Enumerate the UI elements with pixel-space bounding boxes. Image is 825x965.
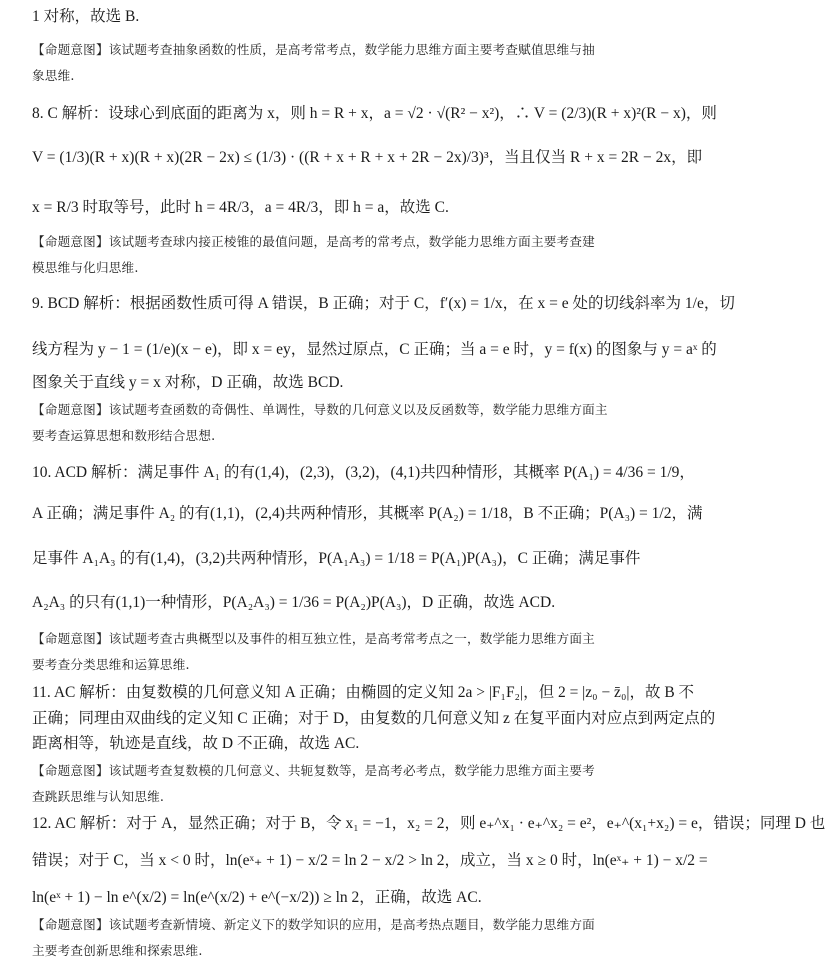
solution-line-q11: 距离相等，轨迹是直线，故 D 不正确，故选 AC. <box>32 735 360 752</box>
intent-line: 主要考查创新思维和探索思维. <box>32 943 203 958</box>
intent-line: 要考查运算思想和数形结合思想. <box>32 428 216 443</box>
solution-line-q9: 9. BCD 解析：根据函数性质可得 A 错误，B 正确；对于 C，f′(x) = 1/x，在 x = e 处的切线斜率为 1/e，切 <box>32 295 735 312</box>
intent-line: 【命题意图】该试题考查复数模的几何意义、共轭复数等，是高考必考点，数学能力思维方面主要考 <box>32 763 595 778</box>
solution-line-q8: x = R/3 时取等号，此时 h = 4R/3，a = 4R/3，即 h = a，故选 C. <box>32 199 449 216</box>
intent-line: 【命题意图】该试题考查抽象函数的性质，是高考常考点，数学能力思维方面主要考查赋值思维与抽 <box>32 42 595 57</box>
solution-line-q8: V = (1/3)(R + x)(R + x)(2R − 2x) ≤ (1/3) · ((R + x + R + x + 2R − 2x)/3)³，当且仅当 R + x = 2R − 2x，即 <box>32 149 703 166</box>
solution-line-q12: 12. AC 解析：对于 A，显然正确；对于 B，令 x₁ = −1，x₂ = 2，则 e₊^x₁ · e₊^x₂ = e²，e₊^(x₁+x₂) = e，错误；同理 D 也 <box>32 815 825 832</box>
solution-line-q10: A₂A₃ 的只有(1,1)一种情形，P(A₂A₃) = 1/36 = P(A₂)P(A₃)，D 正确，故选 ACD. <box>32 594 556 611</box>
intent-line: 象思维. <box>32 68 75 83</box>
intent-line: 【命题意图】该试题考查函数的奇偶性、单调性，导数的几何意义以及反函数等，数学能力思维方面主 <box>32 402 608 417</box>
solution-line-q12: 错误；对于 C，当 x < 0 时，ln(eˣ₊ + 1) − x/2 = ln 2 − x/2 > ln 2，成立，当 x ≥ 0 时，ln(eˣ₊ + 1) − x/2 = <box>32 852 708 869</box>
solution-line-q9: 图象关于直线 y = x 对称，D 正确，故选 BCD. <box>32 374 344 391</box>
solution-line-q11: 正确；同理由双曲线的定义知 C 正确；对于 D，由复数的几何意义知 z 在复平面内对应点到两定点的 <box>32 710 716 727</box>
solution-line-q10: 10. ACD 解析：满足事件 A₁ 的有(1,4)，(2,3)，(3,2)，(4,1)共四种情形，其概率 P(A₁) = 4/36 = 1/9， <box>32 464 695 481</box>
intent-line: 查跳跃思维与认知思维. <box>32 789 165 804</box>
intent-line: 【命题意图】该试题考查球内接正棱锥的最值问题，是高考的常考点，数学能力思维方面主要考查建 <box>32 234 595 249</box>
text-line: 1 对称，故选 B. <box>32 8 140 25</box>
solution-line-q10: A 正确；满足事件 A₂ 的有(1,1)，(2,4)共两种情形，其概率 P(A₂) = 1/18，B 不正确；P(A₃) = 1/2，满 <box>32 505 703 522</box>
solution-line-q9: 线方程为 y − 1 = (1/e)(x − e)，即 x = ey，显然过原点，C 正确；当 a = e 时，y = f(x) 的图象与 y = aˣ 的 <box>32 341 717 358</box>
intent-line: 要考查分类思维和运算思维. <box>32 657 190 672</box>
solution-line-q12: ln(eˣ + 1) − ln e^(x/2) = ln(e^(x/2) + e^(−x/2)) ≥ ln 2，正确，故选 AC. <box>32 889 482 906</box>
solution-line-q8: 8. C 解析：设球心到底面的距离为 x，则 h = R + x，a = √2 · √(R² − x²)，∴ V = (2/3)(R + x)²(R − x)，则 <box>32 105 717 122</box>
intent-line: 【命题意图】该试题考查新情境、新定义下的数学知识的应用，是高考热点题目，数学能力思维方面 <box>32 917 595 932</box>
solution-line-q10: 足事件 A₁A₃ 的有(1,4)，(3,2)共两种情形，P(A₁A₃) = 1/18 = P(A₁)P(A₃)，C 正确；满足事件 <box>32 550 641 567</box>
intent-line: 模思维与化归思维. <box>32 260 139 275</box>
solution-line-q11: 11. AC 解析：由复数模的几何意义知 A 正确；由椭圆的定义知 2a > |F₁F₂|，但 2 = |z₀ − z̄₀|，故 B 不 <box>32 684 695 701</box>
intent-line: 【命题意图】该试题考查古典概型以及事件的相互独立性，是高考常考点之一，数学能力思维方面主 <box>32 631 595 646</box>
